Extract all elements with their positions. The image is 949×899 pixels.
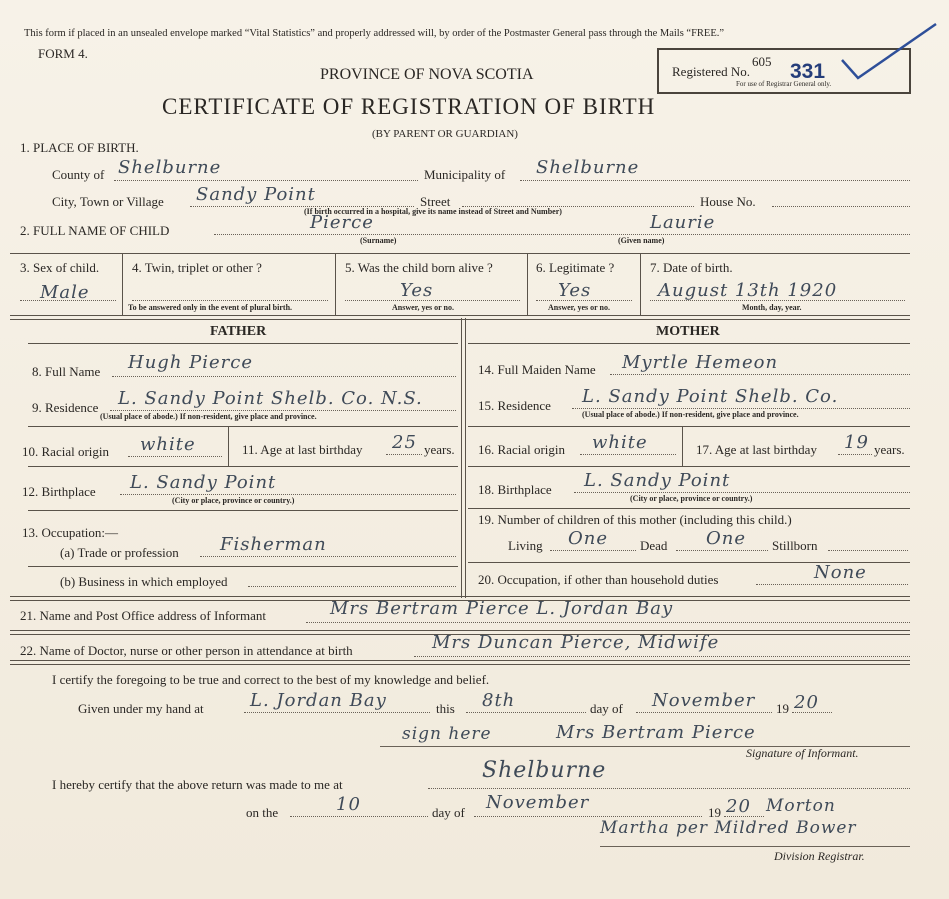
registrar-signature-2: Morton (766, 796, 836, 816)
city-value: Sandy Point (196, 184, 316, 205)
father-name-line (112, 376, 456, 377)
father-name-label: 8. Full Name (32, 364, 101, 379)
mother-heading: MOTHER (656, 324, 720, 339)
father-trade-line (200, 556, 456, 557)
col-divider (527, 253, 528, 315)
parents-center-divider (461, 318, 466, 598)
day-of-label: day of (590, 701, 623, 716)
mother-residence-caption: (Usual place of abode.) If non-resident, give place and province. (582, 410, 799, 419)
day-of-label-2: day of (432, 805, 465, 820)
father-age-years: years. (424, 442, 455, 457)
father-rule (28, 426, 458, 427)
month-line (636, 712, 772, 713)
municipality-line (520, 180, 910, 181)
mother-residence-line (572, 408, 910, 409)
father-business-line (248, 586, 456, 587)
given-place-value: L. Jordan Bay (250, 690, 387, 711)
county-line (114, 180, 418, 181)
mother-age-years: years. (874, 442, 905, 457)
certificate-subtitle: (BY PARENT OR GUARDIAN) (372, 128, 518, 140)
given-place-line (244, 712, 430, 713)
postal-notice: This form if placed in an unsealed envelope marked “Vital Statistics” and properly addressed will, by order of the Postmaster General pass through the Mails “FREE.” (24, 28, 725, 39)
certificate-title: CERTIFICATE OF REGISTRATION OF BIRTH (162, 94, 656, 119)
col-divider (640, 253, 641, 315)
house-number-line (772, 206, 910, 207)
surname-caption: (Surname) (360, 236, 397, 245)
father-trade-label: (a) Trade or profession (60, 545, 179, 560)
mother-occupation-line (756, 584, 908, 585)
month2-value: November (486, 792, 590, 813)
father-age-label: 11. Age at last birthday (242, 442, 363, 457)
mother-age-line (838, 454, 872, 455)
father-residence-caption: (Usual place of abode.) If non-resident, give place and province. (100, 412, 317, 421)
registered-number: 331 (790, 60, 826, 83)
sign-here-note: sign here (402, 724, 492, 744)
certification-top-border (10, 660, 910, 665)
mother-rule (468, 508, 910, 509)
registrar-place-line (428, 788, 910, 789)
father-rule (28, 466, 458, 467)
father-racial-line (128, 456, 222, 457)
mother-racial-label: 16. Racial origin (478, 442, 566, 457)
month-value: November (652, 690, 756, 711)
father-residence-value: L. Sandy Point Shelb. Co. N.S. (118, 388, 423, 409)
dead-label: Dead (640, 538, 668, 553)
registrar-signature-line (600, 846, 910, 847)
informant-value: Mrs Bertram Pierce L. Jordan Bay (330, 598, 674, 619)
informant-signature-caption: Signature of Informant. (746, 746, 859, 760)
born-alive-caption: Answer, yes or no. (392, 303, 455, 312)
informant-label: 21. Name and Post Office address of Informant (20, 608, 266, 623)
father-rule (28, 566, 458, 567)
father-age-line (386, 454, 422, 455)
doctor-label: 22. Name of Doctor, nurse or other person in attendance at birth (20, 643, 353, 658)
row-divider (10, 253, 910, 254)
child-name-line (214, 234, 910, 235)
col-divider (335, 253, 336, 315)
father-heading: FATHER (210, 324, 267, 339)
date-of-birth-value: August 13th 1920 (658, 280, 838, 301)
year-value: 20 (794, 692, 819, 713)
parents-top-border (10, 315, 910, 320)
certification-statement: I certify the foregoing to be true and correct to the best of my knowledge and belief. (52, 672, 490, 687)
municipality-label: Municipality of (424, 167, 506, 182)
mother-name-value: Myrtle Hemeon (622, 352, 779, 373)
father-residence-label: 9. Residence (32, 400, 99, 415)
living-line (550, 550, 636, 551)
mother-residence-label: 15. Residence (478, 398, 551, 413)
col-divider (122, 253, 123, 315)
sex-label: 3. Sex of child. (20, 260, 100, 275)
father-heading-rule (28, 343, 458, 344)
mother-racial-value: white (592, 432, 648, 453)
stillborn-label: Stillborn (772, 538, 818, 553)
year2-value: 20 (726, 796, 751, 817)
on-the-day-line (290, 816, 428, 817)
mother-occupation-label: 20. Occupation, if other than household duties (478, 572, 719, 587)
mother-rule (468, 466, 910, 467)
year-line (792, 712, 832, 713)
this-day-value: 8th (482, 690, 516, 711)
given-under-label: Given under my hand at (78, 701, 204, 716)
registrar-caption: Division Registrar. (774, 849, 865, 863)
this-label: this (436, 701, 455, 716)
father-racial-label: 10. Racial origin (22, 444, 110, 459)
legitimate-line (536, 300, 632, 301)
legitimate-value: Yes (558, 280, 592, 301)
mother-name-line (610, 374, 910, 375)
street-label: Street (420, 194, 451, 209)
province-heading: PROVINCE OF NOVA SCOTIA (320, 66, 534, 83)
sex-value: Male (40, 282, 90, 303)
registrar-statement: I hereby certify that the above return was made to me at (52, 777, 343, 792)
year2-line (724, 816, 764, 817)
child-surname-value: Pierce (310, 212, 374, 233)
year2-prefix: 19 (708, 805, 721, 820)
year-prefix: 19 (776, 701, 789, 716)
father-business-label: (b) Business in which employed (60, 574, 228, 589)
mother-birthplace-caption: (City or place, province or country.) (630, 494, 753, 503)
doctor-value: Mrs Duncan Pierce, Midwife (432, 632, 720, 653)
on-the-label: on the (246, 805, 279, 820)
father-birthplace-value: L. Sandy Point (130, 472, 277, 493)
father-birthplace-caption: (City or place, province or country.) (172, 496, 295, 505)
twin-caption: To be answered only in the event of plural birth. (128, 303, 293, 312)
mother-heading-rule (468, 343, 910, 344)
legitimate-caption: Answer, yes or no. (548, 303, 611, 312)
mother-birthplace-value: L. Sandy Point (584, 470, 731, 491)
father-name-value: Hugh Pierce (128, 352, 253, 373)
mother-children-label: 19. Number of children of this mother (including this child.) (478, 512, 792, 527)
born-alive-line (345, 300, 520, 301)
informant-signature: Mrs Bertram Pierce (556, 722, 756, 743)
father-occupation-label: 13. Occupation:— (22, 525, 119, 540)
mother-birthplace-label: 18. Birthplace (478, 482, 552, 497)
mother-birthplace-line (574, 492, 910, 493)
city-label: City, Town or Village (52, 194, 164, 209)
house-number-label: House No. (700, 194, 756, 209)
mother-occupation-value: None (814, 562, 867, 583)
mother-residence-value: L. Sandy Point Shelb. Co. (582, 386, 839, 407)
place-of-birth-heading: 1. PLACE OF BIRTH. (20, 140, 139, 155)
child-given-name-value: Laurie (650, 212, 716, 233)
father-birthplace-label: 12. Birthplace (22, 484, 96, 499)
mother-age-value: 19 (844, 432, 869, 453)
check-mark-icon (840, 20, 940, 84)
father-trade-value: Fisherman (220, 534, 327, 555)
living-label: Living (508, 538, 543, 553)
date-of-birth-label: 7. Date of birth. (650, 260, 733, 275)
form-number: FORM 4. (38, 46, 88, 61)
father-col-divider (228, 426, 229, 466)
informant-line (306, 622, 910, 623)
stillborn-line (828, 550, 908, 551)
given-name-caption: (Given name) (618, 236, 665, 245)
father-rule (28, 510, 458, 511)
mother-rule (468, 426, 910, 427)
registered-label: Registered No. (672, 64, 750, 79)
mother-name-label: 14. Full Maiden Name (478, 362, 596, 377)
legitimate-label: 6. Legitimate ? (536, 260, 615, 275)
twin-label: 4. Twin, triplet or other ? (132, 260, 262, 275)
dead-line (676, 550, 768, 551)
registrar-signature-1: Martha per Mildred Bower (600, 818, 857, 838)
mother-col-divider (682, 426, 683, 466)
father-age-value: 25 (392, 432, 417, 453)
father-residence-line (110, 410, 456, 411)
registrar-use-note: For use of Registrar General only. (736, 80, 832, 88)
on-the-day-value: 10 (336, 794, 361, 815)
dead-value: One (706, 528, 747, 549)
mother-racial-line (580, 454, 676, 455)
living-value: One (568, 528, 609, 549)
sex-line (20, 300, 116, 301)
twin-line (132, 300, 328, 301)
born-alive-value: Yes (400, 280, 434, 301)
municipality-value: Shelburne (536, 157, 640, 178)
father-racial-value: white (140, 434, 196, 455)
this-day-line (466, 712, 586, 713)
date-of-birth-caption: Month, day, year. (742, 303, 802, 312)
mother-age-label: 17. Age at last birthday (696, 442, 817, 457)
county-label: County of (52, 167, 105, 182)
doctor-line (414, 656, 910, 657)
registered-small-number: 605 (752, 54, 772, 69)
month2-line (474, 816, 702, 817)
registrar-place-value: Shelburne (482, 758, 607, 783)
child-name-label: 2. FULL NAME OF CHILD (20, 223, 170, 238)
hospital-note: (If birth occurred in a hospital, give its name instead of Street and Number) (304, 207, 562, 216)
county-value: Shelburne (118, 157, 222, 178)
father-birthplace-line (120, 494, 456, 495)
born-alive-label: 5. Was the child born alive ? (345, 260, 493, 275)
date-of-birth-line (650, 300, 905, 301)
